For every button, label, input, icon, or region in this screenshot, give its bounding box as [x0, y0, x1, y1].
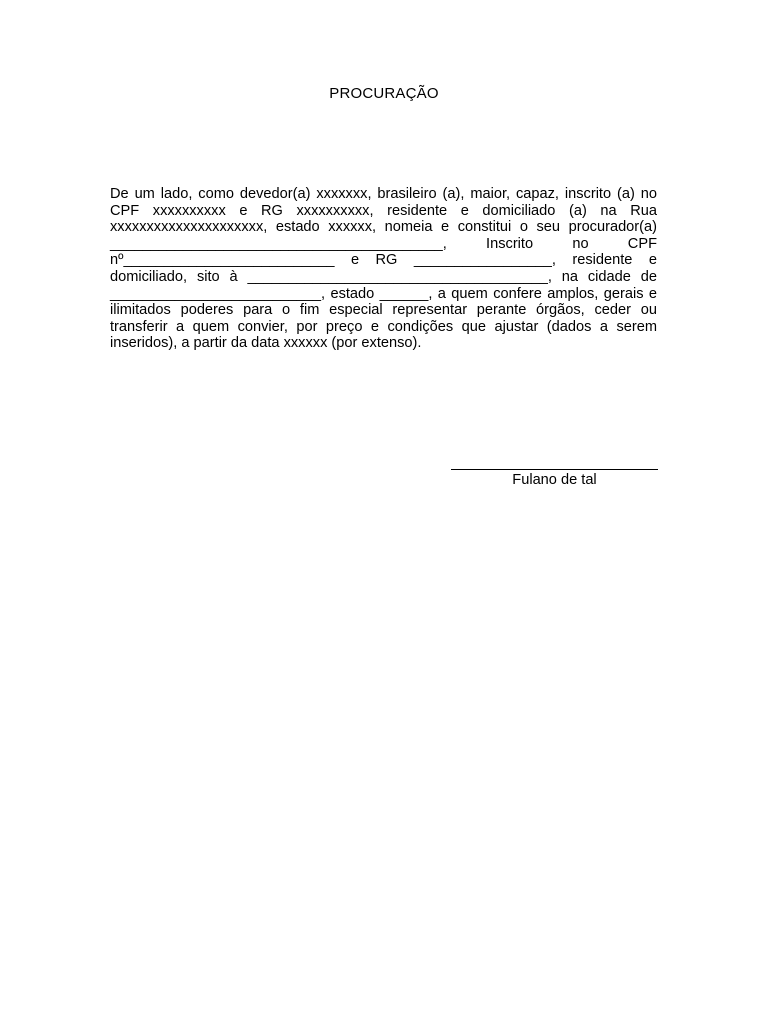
signature-line	[451, 469, 658, 470]
signature-name: Fulano de tal	[512, 472, 597, 488]
document-title: PROCURAÇÃO	[329, 85, 439, 102]
document-body: De um lado, como devedor(a) xxxxxxx, brasileiro (a), maior, capaz, inscrito (a) no CPF xxxxxxxxxx e RG xxxxxxxxxx, residente e domiciliado (a) na Rua xxxxxxxxxxxxxxxxxxxxx, estado xxxxxx, nomeia e constitui o seu procurador(a) _________________________________________, Inscrito no CPF nº__________________________ e RG _________________, residente e domiciliado, sito à _____________________________________, na cidade de __________________________, estado ______, a quem confere amplos, gerais e ilimitados poderes para o fim especial representar perante órgãos, ceder ou transferir a quem convier, por preço e condições que ajustar (dados a serem inseridos), a partir da data xxxxxx (por extenso).	[110, 186, 657, 352]
